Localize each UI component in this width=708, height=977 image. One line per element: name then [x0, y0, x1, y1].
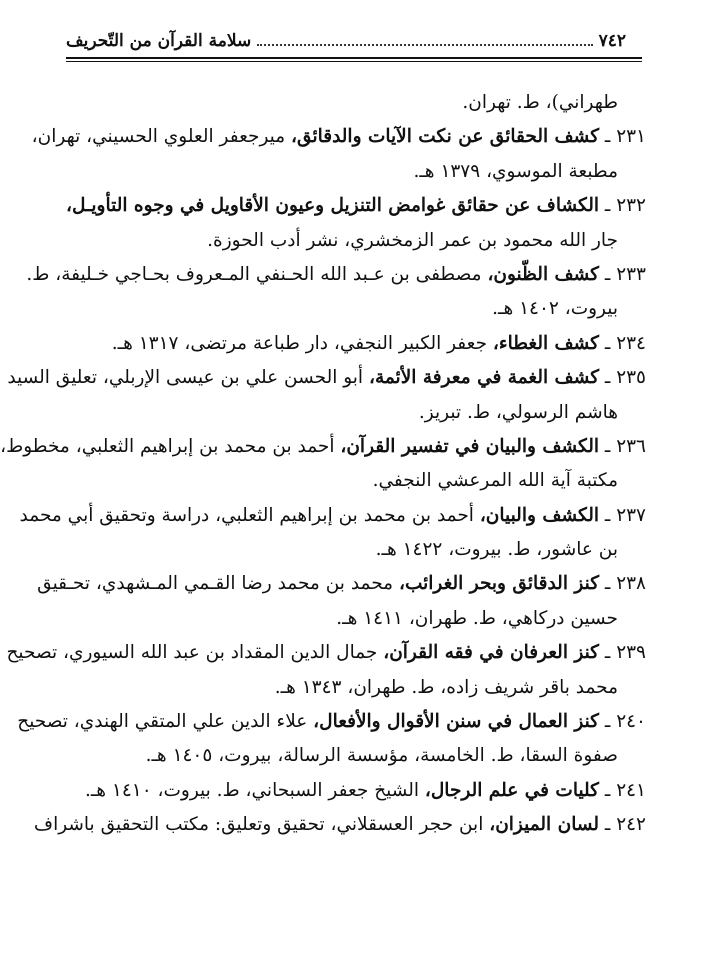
entry-line — [66, 602, 646, 636]
bibliography-entry — [19, 499, 646, 568]
entry-details: مصطفى بن عـبد الله الحـنفي المـعروف بحـاجي خـليفة، ط. — [26, 263, 488, 285]
entry-number: ٢٤٠ ـ — [599, 711, 646, 733]
entry-details: محمد باقر شريف زاده، ط. طهران، ١٣٤٣ هـ. — [274, 676, 618, 698]
bibliography-entry — [66, 327, 646, 361]
entry-number: ٢٣٧ ـ — [599, 504, 646, 526]
entry-details: أبو الحسن علي بن عيسى الإربلي، تعليق السيد — [7, 367, 369, 389]
entry-number: ٢٣٨ ـ — [599, 573, 646, 595]
bibliography-list — [0, 86, 646, 843]
entry-details: جار الله محمود بن عمر الزمخشري، نشر أدب الحوزة. — [207, 229, 618, 251]
bibliography-entry — [17, 705, 646, 774]
header-rule-thick — [66, 57, 642, 59]
entry-line — [66, 533, 646, 567]
entry-title: كنز العمال في سنن الأقوال والأفعال، — [313, 711, 599, 733]
entry-line — [19, 499, 646, 533]
entry-line — [66, 396, 646, 430]
bibliography-entry — [33, 808, 646, 842]
entry-number: ٢٤١ ـ — [599, 779, 646, 801]
entry-details: محمد بن محمد رضا القـمي المـشهدي، تحـقيق — [37, 573, 399, 595]
page-number: ٧٤٢ — [598, 31, 626, 51]
entry-number: ٢٣٢ ـ — [599, 195, 646, 217]
entry-number: ٢٣٤ ـ — [599, 332, 646, 354]
entry-details: جعفر الكبير النجفي، دار طباعة مرتضى، ١٣١٧ هـ. — [111, 332, 493, 354]
entry-details: ميرجعفر العلوي الحسيني، تهران، — [31, 126, 292, 148]
entry-number: ٢٣٥ ـ — [599, 367, 646, 389]
entry-title: لسان الميزان، — [489, 814, 599, 836]
bibliography-entry — [6, 636, 646, 705]
entry-title: كليات في علم الرجال، — [424, 779, 599, 801]
entry-details: علاء الدين علي المتقي الهندي، تصحيح — [17, 711, 314, 733]
entry-line — [37, 567, 646, 601]
entry-line — [66, 464, 646, 498]
entry-title: كنز الدقائق وبحر الغرائب، — [398, 573, 599, 595]
entry-line — [31, 120, 646, 154]
header-dot-leader — [257, 44, 592, 46]
entry-line — [66, 327, 646, 361]
entry-number: ٢٣٣ ـ — [599, 263, 646, 285]
entry-details: أحمد بن محمد بن إبراهيم الثعلبي، دراسة وتحقيق أبي محمد — [19, 504, 480, 526]
entry-number: ٢٣٦ ـ — [599, 435, 646, 457]
entry-line — [66, 189, 646, 223]
entry-details: ابن حجر العسقلاني، تحقيق وتعليق: مكتب التحقيق باشراف — [33, 814, 490, 836]
entry-number: ٢٣٩ ـ — [599, 642, 646, 664]
entry-details: حسين دركاهي، ط. طهران، ١٤١١ هـ. — [336, 607, 618, 629]
entry-title: كشف الظّنون، — [487, 263, 599, 285]
entry-line — [66, 774, 646, 808]
entry-details: الشيخ جعفر السبحاني، ط. بيروت، ١٤١٠ هـ. — [84, 779, 425, 801]
entry-title: كنز العرفان في فقه القرآن، — [383, 642, 599, 664]
entry-line — [66, 155, 646, 189]
entry-number: ٢٣١ ـ — [599, 126, 646, 148]
entry-details: مطبعة الموسوي، ١٣٧٩ هـ. — [413, 160, 618, 182]
bibliography-entry — [26, 258, 646, 327]
entry-line — [66, 739, 646, 773]
entry-details: هاشم الرسولي، ط. تبريز. — [418, 401, 618, 423]
entry-title: الكشاف عن حقائق غوامض التنزيل وعيون الأقاويل في وجوه التأويـل، — [66, 195, 599, 217]
entry-details: جمال الدين المقداد بن عبد الله السيوري، تصحيح — [6, 642, 384, 664]
bibliography-entry — [66, 189, 646, 258]
entry-details: طهراني)، ط. تهران. — [462, 92, 618, 113]
bibliography-entry — [66, 774, 646, 808]
bibliography-entry — [7, 361, 646, 430]
bibliography-entry — [31, 120, 646, 189]
entry-line — [33, 808, 646, 842]
entry-line — [26, 258, 646, 292]
entry-details: أحمد بن محمد بن إبراهيم الثعلبي، مخطوط، — [0, 435, 341, 457]
entry-details: صفوة السقا، ط. الخامسة، مؤسسة الرسالة، بيروت، ١٤٠٥ هـ. — [145, 745, 618, 767]
entry-details: بن عاشور، ط. بيروت، ١٤٢٢ هـ. — [375, 539, 618, 561]
book-title: سلامة القرآن من التّحريف — [66, 31, 252, 51]
entry-title: الكشف والبيان، — [479, 504, 599, 526]
entry-line — [7, 361, 646, 395]
bibliography-entry — [66, 86, 646, 120]
entry-line — [66, 224, 646, 258]
entry-title: كشف الغطاء، — [492, 332, 599, 354]
entry-title: كشف الغمة في معرفة الأئمة، — [368, 367, 599, 389]
entry-title: الكشف والبيان في تفسير القرآن، — [340, 435, 599, 457]
entry-line — [66, 292, 646, 326]
entry-line — [6, 636, 646, 670]
running-header — [66, 28, 626, 54]
bibliography-entry — [0, 430, 646, 499]
entry-line — [0, 430, 646, 464]
entry-title: كشف الحقائق عن نكت الآيات والدقائق، — [291, 126, 599, 148]
entry-number: ٢٤٢ ـ — [599, 814, 646, 836]
bibliography-entry — [37, 567, 646, 636]
entry-line — [66, 86, 646, 120]
entry-details: مكتبة آية الله المرعشي النجفي. — [372, 470, 618, 492]
entry-line — [17, 705, 646, 739]
entry-details: بيروت، ١٤٠٢ هـ. — [492, 298, 618, 320]
header-rule-thin — [66, 61, 642, 62]
entry-line — [66, 671, 646, 705]
